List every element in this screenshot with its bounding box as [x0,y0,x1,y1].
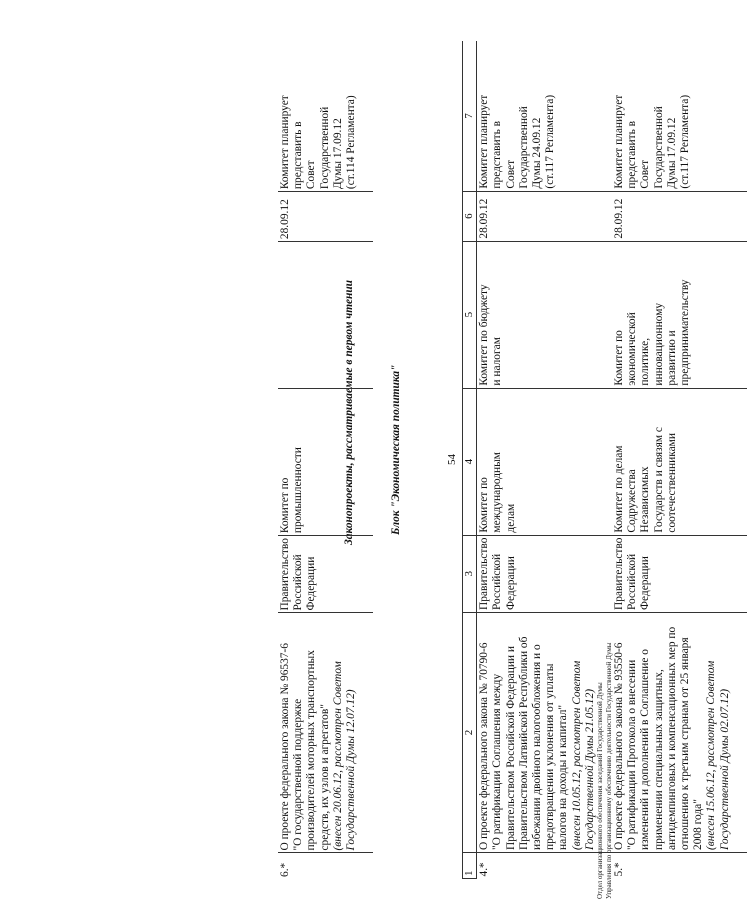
initiator-line: Российской [292,554,305,611]
bill-title-line: Правительством Российской Федерации и [504,646,517,850]
initiator-line: Федерации [639,556,652,610]
plan-line: Думы 24.09.12 [531,117,544,189]
plan-line: Думы 17.09.12 [665,117,678,189]
plan-line: Совет [504,159,517,189]
plan-line: представить в [491,121,504,189]
committee-line: Комитет по делам [613,445,626,533]
bill-title-line: Правительством Латвийской Республики об [517,636,530,850]
spacer-cell [598,241,612,388]
initiator-line: Правительство [613,537,626,610]
row-number [278,853,359,879]
agenda-table-bottom [278,42,373,879]
co-committee-line: развитию и [665,330,678,386]
bill-title-line: "О государственной поддержке [292,698,305,851]
plan-line: Совет [639,159,652,189]
initiator-cell [612,535,733,612]
spacer-cell [359,242,373,389]
bill-title-cell [278,613,359,853]
plan-line: Комитет планирует [279,95,291,190]
spacer-cell [733,535,747,612]
initiator-cell [477,535,598,612]
committee-line: Государств и связям с [652,427,665,533]
plan-line: Государственной [318,106,331,190]
header-row [463,41,477,878]
header-cell: 1 [463,853,477,879]
bill-title-line: применении специальных защитных, [652,669,665,850]
bill-title-cell [612,613,733,853]
spacer-cell [598,41,612,191]
plan-line: (ст.117 Регламента) [679,94,692,189]
bill-title-line: налогов на доходы и капитал" [557,704,570,850]
bill-title-line: производителей моторных транспортных [305,650,318,851]
co-committee-line: инновационному [652,302,665,386]
spacer-cell [359,853,373,879]
bill-title-line: средств, их узлов и агрегатов" [318,704,331,851]
spacer-cell [733,41,747,191]
header-cell: 3 [463,535,477,612]
plan-line: Совет [305,160,318,190]
footer-line-2: Управления по организационному обеспечению деятельности Государственной Думы [605,642,613,899]
committee-cell [278,389,359,536]
plan-line: представить в [626,121,639,189]
committee-line: Содружества [626,469,639,533]
co-committee-line: Комитет по [613,330,626,386]
bill-note-line: Государственной Думы 21.05.12) [583,688,596,850]
bill-title-line: 2008 года" [692,799,705,850]
spacer-cell [733,241,747,388]
committee-line: делам [504,503,517,533]
committee-cell [477,388,598,535]
date-cell [477,191,598,241]
initiator-line: Федерации [305,556,318,611]
bill-title-line: отношению к третьим странам от 25 января [679,637,692,850]
plan-cell [278,42,359,192]
header-cell: 2 [463,613,477,853]
footer-line-1: Отдел организационного обеспечения заседаний Государственной Думы [596,682,604,899]
co-committee-line: Комитет по бюджету [478,284,491,386]
plan-line: Государственной [517,106,530,189]
initiator-line: Федерации [504,556,517,610]
bill-title-line: предотвращении уклонения от уплаты [544,663,557,850]
bill-title-line: избежании двойного налогообложения и о [531,644,544,850]
spacer-cell [733,191,747,241]
co-committee-line: и налогам [491,337,504,386]
spacer-cell [598,388,612,535]
plan-cell [612,41,733,191]
row-number-text: 4.* [478,862,491,877]
bill-title-line: "О ратификации Соглашения между [491,673,504,850]
committee-line: соотечественниками [665,433,678,533]
spacer-cell [359,536,373,613]
plan-line: (ст.114 Регламента) [345,95,358,190]
table-row [278,42,359,879]
footer [596,643,614,899]
plan-line: Комитет планирует [613,94,626,189]
plan-line: Думы 17.09.12 [331,118,344,190]
page-number: 54 [446,454,458,465]
co-committee-cell [278,242,359,389]
spacer-cell [359,192,373,242]
committee-line: международным [491,452,504,533]
spacer-cell [359,42,373,192]
date-cell [612,191,733,241]
header-cell: 7 [463,41,477,191]
row-number-text: 5.* [613,862,626,877]
committee-line: Комитет по [279,477,291,534]
spacer-cell [359,389,373,536]
co-committee-cell [477,241,598,388]
plan-line: (ст.117 Регламента) [544,94,557,189]
row-spacer [733,41,747,878]
bill-note-line: Государственной Думы 02.07.12) [718,688,731,850]
plan-line: представить в [292,121,305,190]
plan-cell [477,41,598,191]
initiator-line: Российской [626,553,639,610]
bill-note-line: (внесен 15.06.12, рассмотрен Советом [705,660,718,850]
row-number [477,853,598,879]
co-committee-line: экономической [626,312,639,386]
header-cell: 5 [463,241,477,388]
plan-line: Комитет планирует [478,94,491,189]
date-text: 28.09.12 [279,199,291,240]
table-row [477,41,598,878]
date-cell [278,192,359,242]
committee-line: Комитет по [478,477,491,533]
bill-title-line: изменений и дополнений в Соглашение о [639,649,652,850]
co-committee-line: политике, [639,337,652,386]
header-cell: 4 [463,388,477,535]
bill-title-cell [477,613,598,853]
bill-note-line: Государственной Думы 12.07.12) [345,689,358,851]
initiator-line: Российской [491,553,504,610]
bill-note-line: (внесен 10.05.12, рассмотрен Советом [570,660,583,850]
section-title: Законопроекты, рассматриваемые в первом чтении [343,280,355,545]
bill-title-line: антидемпинговых и компенсационных мер по [665,626,678,850]
initiator-cell [278,536,359,613]
block-title: Блок "Экономическая политика" [390,364,402,535]
initiator-line: Правительство [279,538,291,611]
bill-title-line: О проекте федерального закона № 70790-6 [478,642,491,850]
plan-line: Государственной [652,106,665,189]
date-text: 28.09.12 [613,198,626,239]
row-number-text: 6.* [279,862,291,877]
committee-line: Независимых [639,466,652,533]
committee-cell [612,388,733,535]
co-committee-line: предпринимательству [679,279,692,386]
bill-title-line: О проекте федерального закона № 93550-6 [613,642,626,850]
spacer-cell [733,613,747,853]
initiator-line: Правительство [478,537,491,610]
row-spacer [359,42,373,879]
co-committee-cell [612,241,733,388]
spacer-cell [359,613,373,853]
committee-line: промышленности [292,447,305,534]
header-cell: 6 [463,191,477,241]
bill-note-line: (внесен 20.06.12, рассмотрен Советом [331,661,344,851]
table-row [612,41,733,878]
spacer-cell [733,853,747,879]
row-number [612,853,733,879]
date-text: 28.09.12 [478,198,491,239]
spacer-cell [733,388,747,535]
spacer-cell [598,535,612,612]
spacer-cell [598,191,612,241]
bill-title-line: О проекте федерального закона № 96537-6 [279,643,291,851]
bill-title-line: "О ратификации Протокола о внесении [626,659,639,850]
